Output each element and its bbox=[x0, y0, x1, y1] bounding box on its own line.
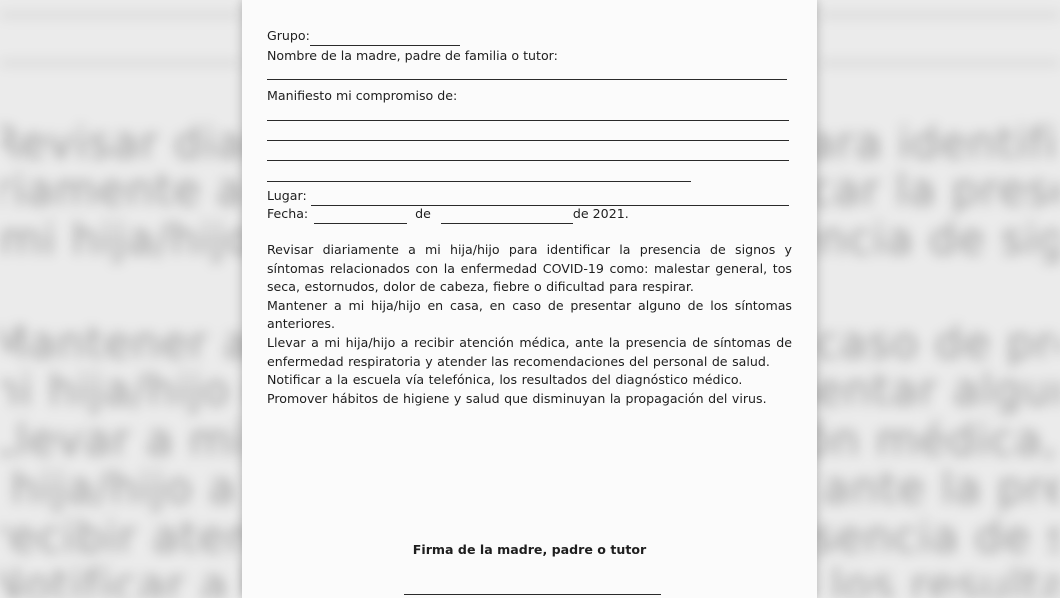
nombre-row bbox=[267, 47, 789, 66]
commitment-item: Mantener a mi hija/hijo en casa, en caso de presentar alguno de los síntomas anteriores. bbox=[267, 297, 792, 332]
lugar-row bbox=[267, 187, 789, 206]
grupo-field[interactable] bbox=[310, 33, 460, 46]
commitment-item: Llevar a mi hija/hijo a recibir atención médica, ante la presencia de síntomas de enfermedad respiratoria y atender las recomendaciones del personal de salud. bbox=[267, 334, 792, 369]
grupo-label: Grupo: bbox=[267, 28, 310, 43]
manifiesto-row bbox=[267, 87, 789, 106]
signature-field[interactable] bbox=[404, 594, 661, 595]
fecha-de-label: de bbox=[415, 206, 431, 221]
nombre-field[interactable] bbox=[267, 79, 787, 80]
commitment-item: Notificar a la escuela vía telefónica, los resultados del diagnóstico médico. bbox=[267, 372, 743, 388]
consent-form-paper bbox=[242, 0, 817, 598]
commitment-item: Revisar diariamente a mi hija/hijo para identificar la presencia de signos y síntomas relacionados con la enfermedad COVID-19 como: malestar general, tos seca, estornudos, dolor de cabeza, fiebre o dificultad para respirar. bbox=[267, 242, 792, 295]
compromiso-field-line[interactable] bbox=[267, 181, 691, 182]
manifiesto-label: Manifiesto mi compromiso de: bbox=[267, 88, 458, 103]
commitments-list bbox=[267, 241, 792, 408]
compromiso-field-line[interactable] bbox=[267, 140, 789, 141]
compromiso-field-line[interactable] bbox=[267, 120, 789, 121]
fecha-month-field[interactable] bbox=[441, 211, 573, 224]
fecha-row bbox=[267, 205, 789, 224]
compromiso-field-line[interactable] bbox=[267, 160, 789, 161]
fecha-label: Fecha: bbox=[267, 206, 309, 221]
lugar-label: Lugar: bbox=[267, 188, 307, 203]
fecha-year-label: de 2021. bbox=[572, 206, 629, 221]
commitment-item: Promover hábitos de higiene y salud que disminuyan la propagación del virus. bbox=[267, 390, 767, 406]
signature-title: Firma de la madre, padre o tutor bbox=[412, 542, 647, 557]
fecha-day-field[interactable] bbox=[314, 211, 407, 224]
lugar-field[interactable] bbox=[311, 193, 789, 206]
grupo-row bbox=[267, 27, 789, 46]
nombre-label: Nombre de la madre, padre de familia o tutor: bbox=[267, 48, 558, 63]
